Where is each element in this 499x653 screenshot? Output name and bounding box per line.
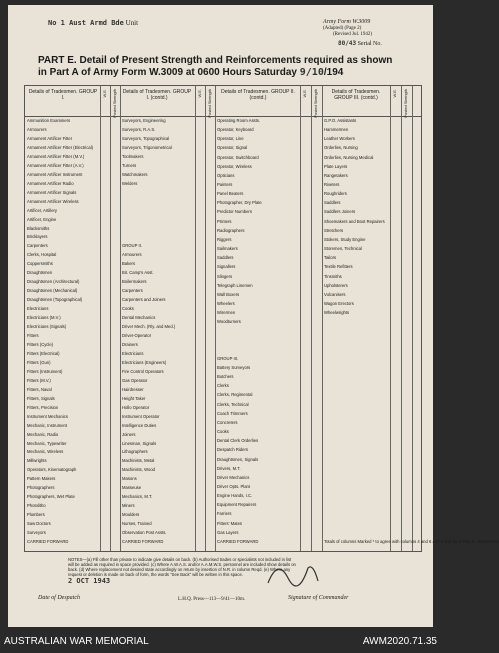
col1-row: Fitters (Cycle) [27, 341, 54, 347]
col1-row: Ammunition Examiners [27, 118, 71, 123]
col4-header: Details of Tradesmen. GROUP III. (contd.) [331, 89, 381, 101]
col1-row: Armament Artificer Instrument [27, 171, 83, 177]
col2-row: Linesman, Signals [122, 440, 157, 446]
col3-header: Details of Tradesmen. GROUP II. (contd.) [221, 89, 295, 101]
col1-row: Carpenters [27, 243, 48, 249]
col4-row: Rangetakers [324, 172, 348, 178]
col3-row: Equipment Repairers [217, 502, 257, 508]
col2-row: Surveyors, Trigonometrical [122, 144, 172, 150]
col3-row: Signallers [217, 264, 236, 270]
col1-row: Saw Doctors [27, 521, 51, 527]
col3-row: Drivers, M.T. [217, 465, 241, 471]
caption-bar: AUSTRALIAN WAR MEMORIAL AWM2020.71.35 [0, 628, 441, 653]
col2-row: Surveyors, Engineering [122, 118, 166, 123]
col4-row: Saddlers Joiners [324, 209, 356, 215]
unit-field [48, 19, 138, 27]
col1-row: Millwrights [27, 458, 47, 464]
col2-row: Instrument Operator [122, 413, 160, 419]
col1-row: Artificer, Engine [27, 216, 57, 222]
col4-row: Storemen, Technical [324, 246, 362, 252]
col2-row: Electricians [122, 350, 144, 356]
col2-row: Bakers [122, 261, 136, 267]
col2-row: Observation Post Assts. [122, 530, 167, 536]
col4-row: Saddlers [324, 200, 341, 206]
col1-row: Photographers [27, 485, 55, 491]
col1-row: Armament Artificer Fitter (Electrical) [27, 144, 94, 150]
col3-row: Farriers [217, 511, 232, 517]
col2-row: Turners [122, 162, 137, 168]
col4-row: Stokers, Study Engine [324, 236, 366, 242]
col2-row: Surveyors, R.A.S. [122, 126, 156, 132]
printer-line: L.H.Q. Press—113—9/41—10m. [178, 597, 246, 602]
col3-row: Radiographers [217, 227, 245, 233]
col4-row: Shoemakers and Boot Repairers [324, 218, 385, 224]
col3-row: Concreters [217, 419, 238, 425]
col3-row: Battery Surveyors [217, 365, 251, 371]
col3-row: Sailmakers [217, 246, 238, 252]
col3-row: Clerks, Technical [217, 401, 249, 407]
col3-row: Panel Beaters [217, 191, 244, 197]
col1-row: Armament Artificer Fitter (A.V.) [27, 162, 84, 168]
col1-row: Clerks, Hospital [27, 252, 57, 258]
col1-row: Coppersmiths [27, 261, 53, 267]
col2-row: Carpenters [122, 288, 143, 294]
col3-row: Draughtsmen, Signals [217, 456, 259, 462]
col1-row: Fitters, Signals [27, 395, 55, 401]
col3-row: Slingers [217, 273, 233, 279]
date-of-despatch: Date of Despatch [38, 595, 80, 601]
col2-row: Masons [122, 476, 137, 482]
col4-row: Roughriders [324, 191, 347, 197]
col3-row: Fitters' Mates [217, 520, 242, 526]
col1-row: Armourers [27, 126, 47, 132]
page-title: PART E. Detail of Present Strength and Reinforcements required as shown in Part A of Army Form W.3009 at 0600 Hours Saturday 9/10/194 [38, 55, 393, 78]
col4-row: Leather Workers [324, 136, 355, 142]
col2-row: GROUP II. [122, 243, 142, 249]
col2-row: Drainers [122, 341, 138, 347]
col3-row: Engine Hands, I.C. [217, 493, 253, 499]
col1-row: Bricklayers [27, 234, 48, 240]
col2-row: Welders [122, 180, 138, 186]
col3-row: Operator, Line [217, 136, 244, 142]
col1-row: Photolitho [27, 503, 46, 509]
col1-row: Fitters, Precision [27, 404, 59, 410]
col2-row: Bit. Camp's Asst. [122, 270, 154, 276]
col2-row: Intelligence Duties [122, 422, 157, 428]
col1-row: Armament Artificer Wireless [27, 198, 79, 204]
col1-row: Electricians (Signals) [27, 324, 67, 330]
col1-row: Operators, Kinematograph [27, 467, 77, 473]
col2-row: CARRIED FORWARD [122, 539, 164, 545]
col3-row: Driver Mechanics [217, 474, 250, 480]
col3-row: Clerks, Regimental [217, 392, 253, 398]
col3-row: Wirermen [217, 310, 236, 316]
col1-row: Draughtsmen (Architectural) [27, 279, 80, 285]
col2-row: Armourers [122, 252, 142, 258]
col3-row: Butchers [217, 374, 234, 380]
col2-row: Gas Operator [122, 377, 148, 383]
col2-row: Hollo Operator [122, 404, 150, 410]
col2-row: Driver Mech. (Rly. and Med.) [122, 324, 176, 330]
col2-row: Toolmakers [122, 153, 144, 159]
form-name: Army Form W.3009 [323, 19, 371, 25]
col1-row: Fitters, Naval [27, 386, 52, 392]
col2-row: Hairdresser [122, 386, 144, 392]
col2-row: Dental Mechanics [122, 315, 156, 321]
col3-row: Wall Boxers [217, 291, 240, 297]
serial-field [338, 40, 382, 47]
col2-row: Cooks [122, 306, 134, 312]
col2-row: Machinists, Wood [122, 467, 155, 473]
col1-row: Mechanic, Instrument [27, 422, 68, 428]
col4-row: Wagon Erectors [324, 300, 354, 306]
col2-row: Moulders [122, 512, 140, 518]
col3-row: Driver Opts. Plant [217, 483, 251, 489]
col4-row: Tailors [324, 255, 337, 261]
col2-row: Boilermakers [122, 279, 147, 285]
col3-row: Operator, Keyboard [217, 127, 254, 133]
col2-row: Surveyors, Topographical [122, 135, 170, 141]
col1-row: Fitters (Instrument) [27, 368, 63, 374]
col1-row: Mechanic, Typewriter [27, 440, 67, 446]
col3-row: Operator, Signal [217, 145, 248, 151]
col3-row: Predictor Numbers [217, 209, 252, 215]
col4-row: Textile Refitters [324, 264, 353, 270]
col1-row: Armament Artificer Radio [27, 180, 74, 186]
col2-row: Electricians (Engineers) [122, 359, 167, 365]
col2-row: Driver-Operator [122, 333, 152, 338]
col1-header: Details of Tradesmen. GROUP I. [28, 89, 98, 101]
serial-label: Serial No. [357, 41, 382, 47]
form-adapted: (Adapted) (Page 2) [323, 26, 362, 31]
col4-row: Plate Layers [324, 163, 348, 169]
col4-row: Orderlies, Nursing [324, 145, 358, 151]
col4-row: Stretchers [324, 227, 344, 233]
col3-row: CARRIED FORWARD [217, 538, 259, 544]
col4-row: Hammermen [324, 127, 349, 133]
col3-row: Operator, Switchboard [217, 154, 259, 160]
col1-row: Draughtsmen [27, 270, 53, 276]
col2-row: Machinists, Metal [122, 458, 155, 464]
col2-row: Carpenters and Joiners [122, 297, 166, 303]
col1-row: Blacksmiths [27, 225, 50, 231]
serial-value: 80/43 [338, 40, 357, 47]
col3-row: Gas Layers [217, 529, 239, 535]
col3-row: Coach Trimmers [217, 410, 248, 416]
col3-row: Cooks [217, 429, 229, 435]
col3-row: Riggers [217, 236, 232, 242]
form-sheet [8, 5, 499, 627]
stamp-date: 2 OCT 1943 [68, 577, 111, 585]
col3-row: Wheelers [217, 300, 235, 306]
col4-row: Tinsmiths [324, 273, 342, 279]
col3-row: Dental Clerk Orderlies [217, 438, 259, 444]
col1-row: Photographers, Wet Plate [27, 494, 75, 500]
col4-row: Upholsterers [324, 282, 348, 288]
commander-signature: Signature of Commander [288, 595, 349, 601]
strength-table: Details of Tradesmen. GROUP I. Details of Tradesmen. GROUP I. (contd.) Details of Tradesmen. GROUP II. (contd.) Details of Tradesmen. GROUP III. (contd.) W.E. Posted Strength W.E. Posted Strength W.E. Posted Strength W.E. Posted Strength Ammunition Examiners Armourers Armament Artificer Fitter Armament Artificer Fitter (Electrical) Armament Artificer Fitter (M.V.) Armament Artificer Fitter (A.V.) Armament Artificer Instrument Armament Artificer Radio Armament Artificer Signals Armament Artificer Wireless Artificer, Artillery Artificer, Engine Blacksmiths Bricklayers Carpenters Clerks, Hospital Coppersmiths Draughtsmen Draughtsmen (Architectural) Draughtsmen (Mechanical) Draughtsmen (Topographical) Electricians Electricians (M.V.) Electricians (Signals) Fitters Fitters (Cycle) Fitters (Electrical) Fitters (Gun) Fitters (Instrument) Fitters (M.V.) Fitters, Naval Fitters, Signals Fitters, Precision Instrument Mechanics Mechanic, Instrument Mechanic, Radio Mechanic, Typewriter Mechanic, Wireless Millwrights Operators, Kinematograph Pattern Makers Photographers Photographers, Wet Plate Photolitho Plumbers Saw Doctors Surveyors CARRIED FORWARD Surveyors, Engineering Surveyors, R.A.S. Surveyors, Topographical Surveyors, Trigonometrical Toolmakers Turners Watchmakers Welders GROUP II. Armourers Bakers Bit. Camp's Asst. Boilermakers Carpenters Carpenters and Joiners Cooks Dental Mechanics Driver Mech. (Rly. and Med.) Driver-Operator Drainers Electricians Electricians (Engineers) Fire Control Operators Gas Operator Hairdresser Height Taker Hollo Operator Instrument Operator Intelligence Duties Joiners Linesman, Signals Lithographers Machinists, Metal Machinists, Wood Masons Masseuse Mechanics, M.T. Miners Moulders Nurses, Trained Observation Post Assts. CARRIED FORWARD Operating Room Assts. Operator, Keyboard Operator, Line Operator, Signal Operator, Switchboard Operator, Wireless Opticians Painters Panel Beaters Photographer, Dry Plate Predictor Numbers Printers Radiographers Riggers Sailmakers Saddlers Signallers Slingers Telegraph Linemen Wall Boxers Wheelers Wirermen Woodturners GROUP III. Battery Surveyors Butchers Clerks Clerks, Regimental Clerks, Technical Coach Trimmers Concreters Cooks Dental Clerk Orderlies Despatch Riders Draughtsmen, Signals Drivers, M.T. Driver Mechanics Driver Opts. Plant Engine Hands, I.C. Equipment Repairers Farriers Fitters' Mates Gas Layers CARRIED FORWARD G.P.O. Assistants Hammermen Leather Workers Orderlies, Nursing Orderlies, Nursing Medical Plate Layers Rangetakers Riveters Roughriders Saddlers Saddlers Joiners Shoemakers and Boot Repairers Stretchers Stokers, Study Engine Storemen, Technical Tailors Textile Refitters Tinsmiths Upholsterers Vulcanisers Wagon Erectors Wheelwrights Totals of columns Marked * to agree with columns 4 and 6 and 1 and 10 of Part A, respectively. [24, 85, 422, 552]
col2-row: Joiners [122, 431, 136, 437]
col3-row: Painters [217, 182, 233, 188]
col3-row: Clerks [217, 383, 229, 389]
col3-row: Printers [217, 218, 232, 224]
col4-row: Riveters [324, 182, 340, 188]
col1-row: Mechanic, Radio [27, 431, 59, 437]
col1-row: Armament Artificer Signals [27, 189, 77, 195]
handwritten-signature [263, 553, 323, 593]
col3-row: Operator, Wireless [217, 163, 252, 169]
col3-row: GROUP III. [217, 355, 239, 361]
col3-row: Operating Room Assts. [217, 118, 261, 123]
col2-row: Nurses, Trained [122, 521, 152, 527]
col4-row: G.P.O. Assistants [324, 118, 357, 123]
col3-row: Opticians [217, 172, 235, 178]
col1-row: Mechanic, Wireless [27, 449, 64, 455]
col1-row: Fitters (Gun) [27, 359, 51, 365]
notes: NOTES—(a) Fill other than private to indicate give details on back. (b) Authorised trades or specialists not included in list will be added as required in space provided. (c) Where A.W.A.S. and/or A.A.M.W.S. personnel are included show details on back. (d) Where replacement not desired state accordingly on return by insertion of N.R. in column Reqd. (e) Where any request or deletion is made on back of form, the words "See Back" will be written in this space. [68, 557, 296, 577]
col1-row: Pattern Makers [27, 476, 56, 482]
unit-value: No 1 Aust Armd Bde [48, 19, 124, 27]
col1-row: Armament Artificer Fitter (M.V.) [27, 153, 85, 159]
col2-row: Mechanics, M.T. [122, 494, 153, 500]
col1-row: Fitters (M.V.) [27, 377, 51, 383]
col2-row: Lithographers [122, 449, 148, 455]
col3-row: Photographer, Dry Plate [217, 200, 262, 206]
col2-row: Watchmakers [122, 171, 148, 177]
col1-row: Armament Artificer Fitter [27, 135, 73, 141]
col3-row: Saddlers [217, 255, 234, 261]
col1-row: Draughtsmen (Mechanical) [27, 288, 78, 294]
col1-row: Electricians [27, 306, 49, 312]
col1-row: Artificer, Artillery [27, 207, 58, 213]
col2-row: Fire Control Operators [122, 368, 164, 374]
col1-row: Fitters (Electrical) [27, 350, 60, 356]
col1-row: CARRIED FORWARD [27, 539, 69, 545]
col2-row: Height Taker [122, 395, 146, 401]
col2-row: Masseuse [122, 485, 142, 491]
form-revised: (Revised Jul. 1942) [333, 32, 373, 37]
col3-row: Woodturners [217, 319, 241, 325]
col3-row: Despatch Riders [217, 447, 248, 453]
col1-row: Draughtsmen (Topographical) [27, 297, 83, 303]
col4-row: Wheelwrights [324, 310, 350, 316]
col2-header: Details of Tradesmen. GROUP I. (contd.) [122, 89, 192, 101]
col4-row: Totals of columns Marked * to agree with columns 4 and 6 and 1 and 10 of Part A, respectively. [324, 538, 499, 544]
col4-row: Orderlies, Nursing Medical [324, 154, 374, 160]
unit-label: Unit [125, 19, 139, 27]
col4-row: Vulcanisers [324, 291, 346, 297]
col1-row: Electricians (M.V.) [27, 315, 61, 321]
col1-row: Surveyors [27, 530, 46, 536]
col1-row: Plumbers [27, 512, 45, 518]
col2-row: Miners [122, 503, 135, 509]
col3-row: Telegraph Linemen [217, 282, 253, 288]
col1-row: Instrument Mechanics [27, 413, 68, 419]
col1-row: Fitters [27, 333, 39, 338]
